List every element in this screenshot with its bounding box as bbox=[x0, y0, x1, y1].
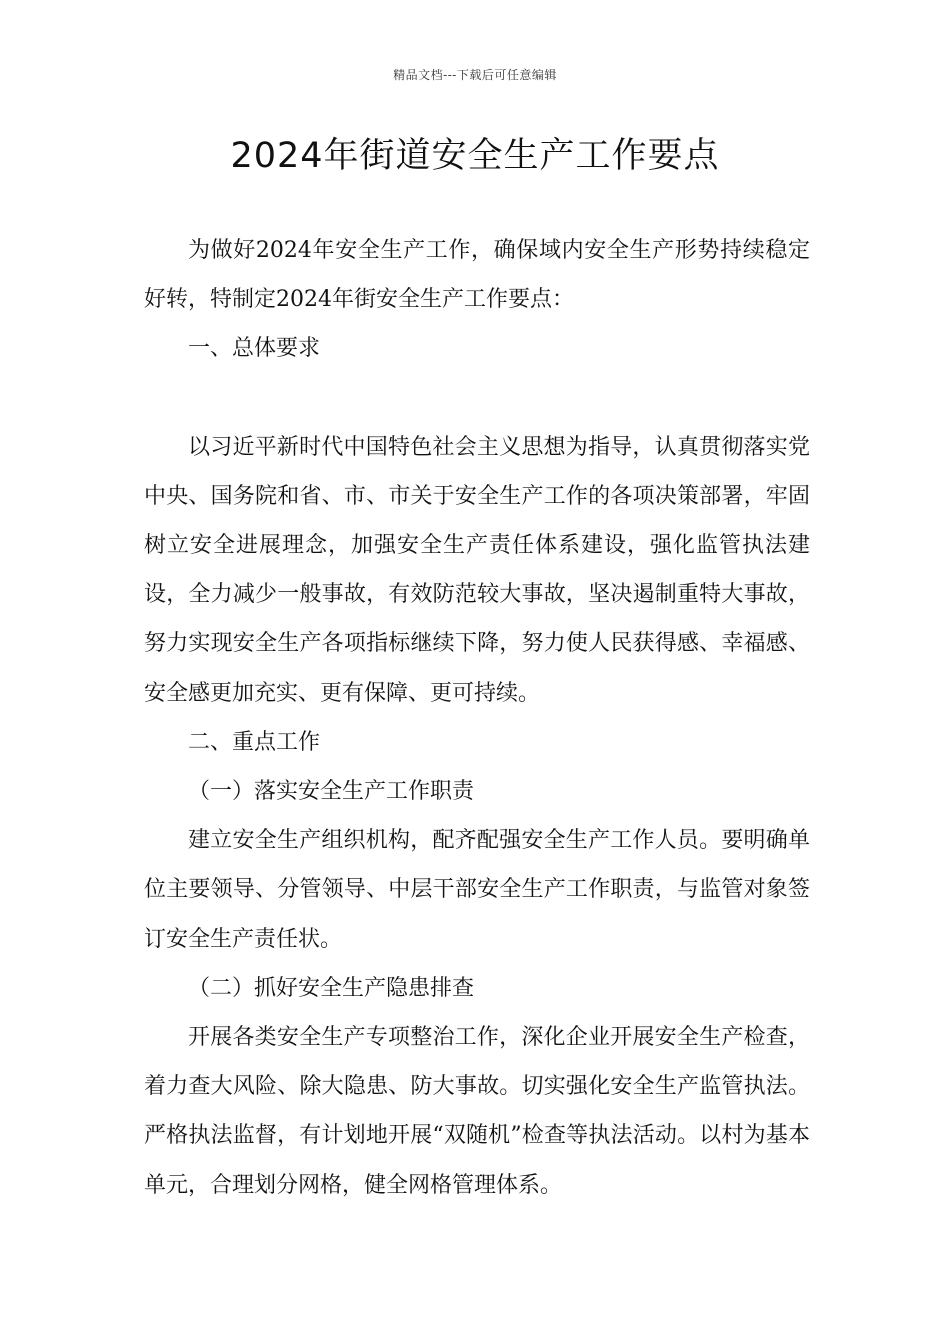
section-1-heading: 一、总体要求 bbox=[188, 336, 321, 362]
document-title: 2024年街道安全生产工作要点 bbox=[230, 136, 720, 176]
intro-paragraph: 为做好2024年安全生产工作，确保域内安全生产形势持续稳定好转，特制定2024年街安全生产工作要点： bbox=[144, 238, 810, 313]
subsection-2-paragraph: 开展各类安全生产专项整治工作，深化企业开展安全生产检查，着力查大风险、除大隐患、防大事故。切实强化安全生产监管执法。严格执法监督，有计划地开展“双随机”检查等执法活动。以村为基本单元，合理划分网格，健全网格管理体系。 bbox=[144, 1025, 810, 1198]
header-note: 精品文档---下载后可任意编辑 bbox=[393, 68, 557, 82]
section-1-paragraph: 以习近平新时代中国特色社会主义思想为指导，认真贯彻落实党中央、国务院和省、市、市关于安全生产工作的各项决策部署，牢固树立安全进展理念，加强安全生产责任体系建设，强化监管执法建设，全力减少一般事故，有效防范较大事故，坚决遏制重特大事故，努力实现安全生产各项指标继续下降，努力使人民获得感、幸福感、安全感更加充实、更有保障、更可持续。 bbox=[144, 434, 810, 706]
document-body bbox=[144, 226, 810, 1210]
subsection-2-heading: （二）抓好安全生产隐患排查 bbox=[188, 975, 475, 1001]
subsection-1-paragraph: 建立安全生产组织机构，配齐配强安全生产工作人员。要明确单位主要领导、分管领导、中层干部安全生产工作职责，与监管对象签订安全生产责任状。 bbox=[144, 828, 810, 952]
section-2-heading: 二、重点工作 bbox=[188, 729, 321, 755]
subsection-1-heading: （一）落实安全生产工作职责 bbox=[188, 779, 475, 805]
blank-line bbox=[144, 374, 810, 423]
